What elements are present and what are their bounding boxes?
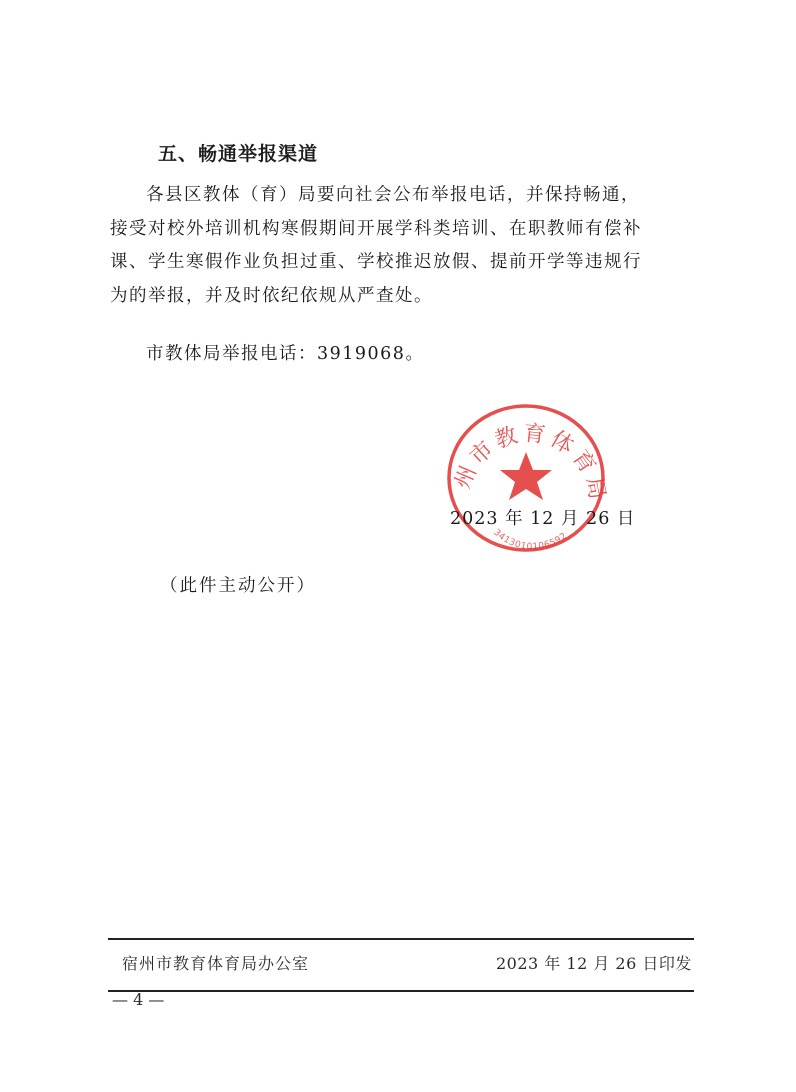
disclosure-note: （此件主动公开） xyxy=(160,576,316,596)
signing-date: 2023 年 12 月 26 日 xyxy=(450,509,636,529)
paragraph-line-4: 为的举报，并及时依纪依规从严查处。 xyxy=(110,285,433,306)
official-seal xyxy=(440,400,610,560)
seal-top-text: 州市教育体育局 xyxy=(450,421,610,506)
section-heading: 五、畅通举报渠道 xyxy=(158,143,319,165)
seal-star-icon xyxy=(500,452,552,500)
hotline-text: 市教体局举报电话：3919068。 xyxy=(146,344,425,364)
footer-print-date: 2023 年 12 月 26 日印发 xyxy=(496,954,692,973)
footer-rule-bottom xyxy=(108,990,694,992)
page-number: — 4 — xyxy=(112,990,165,1009)
paragraph-line-2: 接受对校外培训机构寒假期间开展学科类培训、在职教师有偿补 xyxy=(110,218,642,239)
footer-rule-top xyxy=(108,938,694,940)
paragraph-line-1: 各县区教体（育）局要向社会公布举报电话，并保持畅通， xyxy=(146,185,640,205)
body-paragraph xyxy=(110,179,710,313)
seal-code: 3413010106592 xyxy=(491,527,570,553)
paragraph-line-3: 课、学生寒假作业负担过重、学校推迟放假、提前开学等违规行 xyxy=(110,252,642,272)
footer-issuer: 宿州市教育体育局办公室 xyxy=(122,954,310,973)
